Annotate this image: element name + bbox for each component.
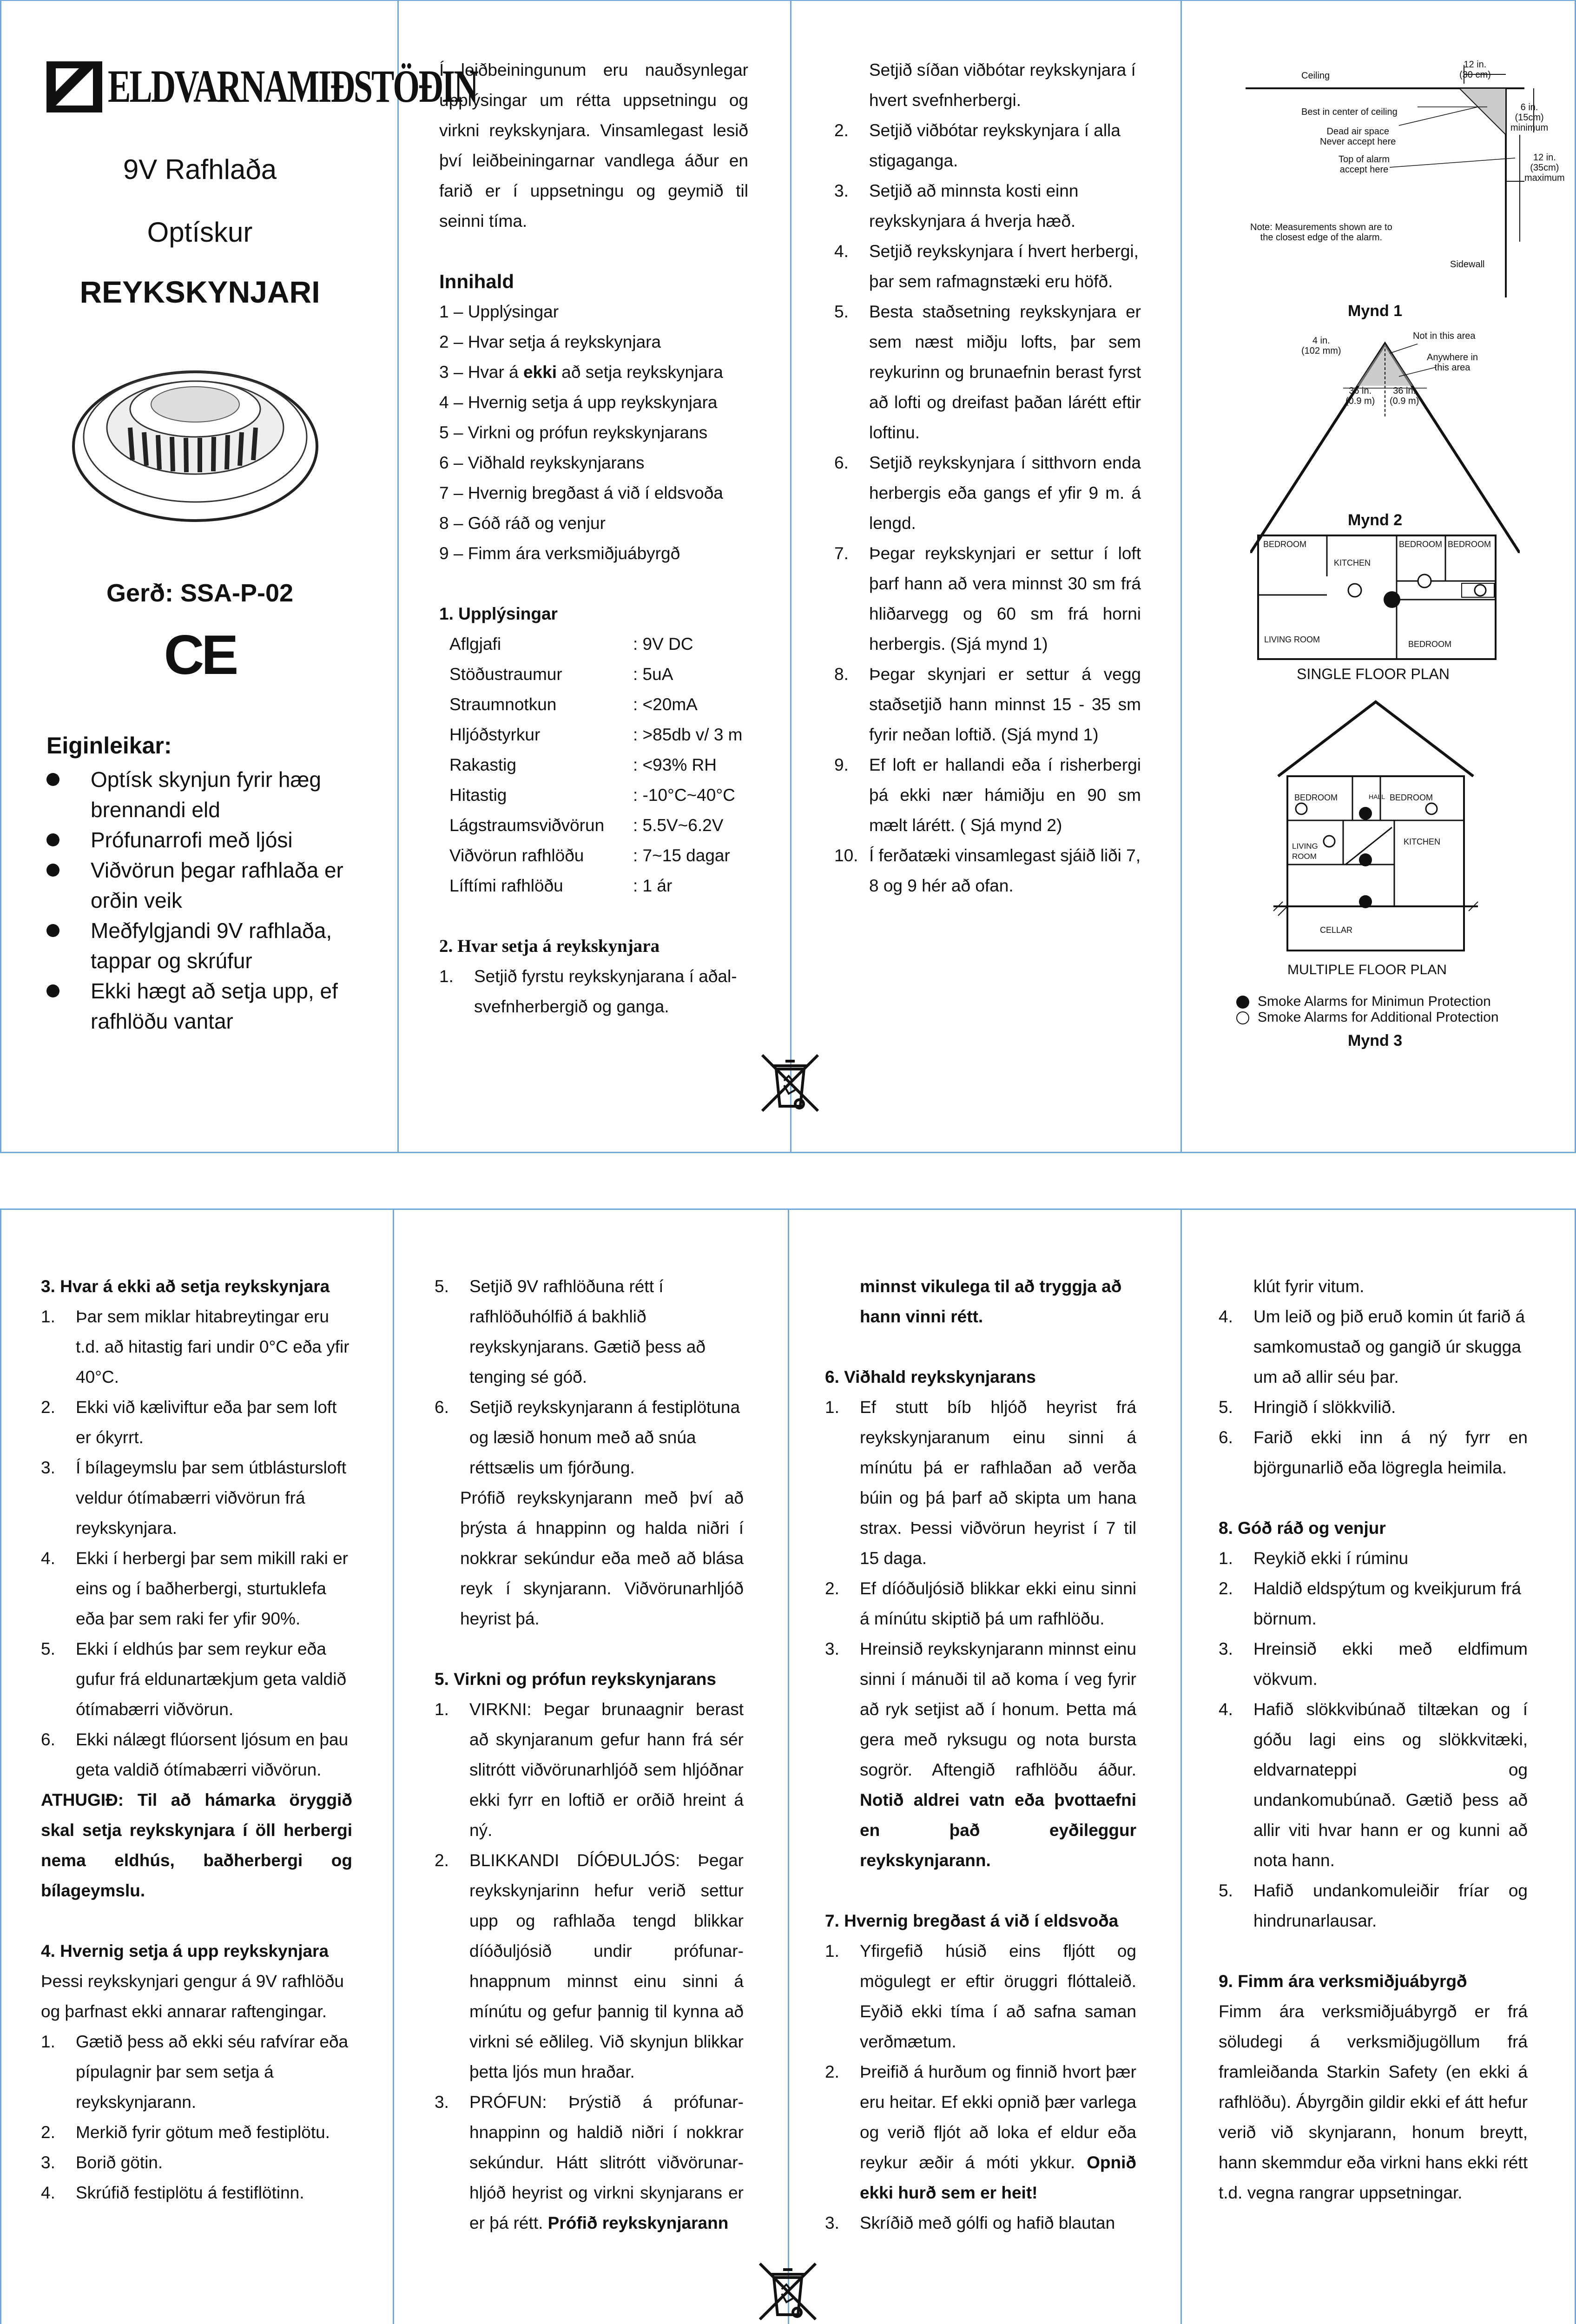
- contents-item: 2 – Hvar setja á reykskynjara: [439, 332, 661, 351]
- spec-title: 1. Upplýsingar: [439, 604, 558, 623]
- divider-6: [1180, 1208, 1182, 2324]
- list-item: 1. VIRKNI: Þegar brunaagnir berast að skynjaranum gefur hann frá sér slitrótt viðvörunarhljóð sem hljóðnar ekki fyrr en loftið er orðið hreint á ný.: [435, 1700, 744, 1840]
- list-item: 6. Ekki nálægt flúorsent ljósum en þau geta valdið ótímabærri viðvörun.: [41, 1730, 349, 1779]
- room-bedroom: BEDROOM: [1294, 793, 1338, 802]
- room-kitchen: KITCHEN: [1334, 558, 1371, 568]
- section-8-title: 8. Góð ráð og venjur: [1219, 1519, 1386, 1538]
- contents-item: 7 – Hvernig bregðast á við í eldsvoða: [439, 483, 723, 502]
- frame-left-1: [0, 0, 1, 1153]
- filled-dot-icon: [1236, 996, 1249, 1009]
- where-item: 1. Setjið fyrstu reykskynjarana í aðal-svefnherbergið og ganga.: [439, 967, 737, 1016]
- model-number: Gerð: SSA-P-02: [106, 579, 294, 607]
- legend-item: Smoke Alarms for Additional Protection: [1236, 1010, 1499, 1025]
- where-item: 10. Í ferðatæki vinsamlegast sjáið liði 7, 8 og 9 hér að ofan.: [834, 846, 1141, 895]
- panel-install: [435, 1271, 744, 2238]
- section-6-title: 6. Viðhald reykskynjarans: [825, 1367, 1036, 1386]
- spec-value: : 7~15 dagar: [633, 846, 730, 865]
- room-hall: HALL: [1369, 793, 1385, 800]
- label-6in: 6 in. (15cm) minimum: [1510, 102, 1549, 133]
- features-list: [46, 765, 372, 1037]
- figure-1-diagram: [1246, 56, 1543, 297]
- label-12in: 12 in. (30 cm): [1459, 59, 1491, 80]
- section-4-title: 4. Hvernig setja á upp reykskynjara: [41, 1941, 329, 1961]
- notice-text: ATHUGIÐ: Til að hámarka öryggið skal setja reykskynjara í öll herbergi nema eldhús, baðherbergi og bílageymslu.: [41, 1790, 352, 1900]
- list-item: 5. Hafið undankomuleiðir fríar og hindrunarlausar.: [1219, 1881, 1528, 1930]
- list-item: 3. Í bílageymslu þar sem útblástursloft veldur ótímabærri viðvörun frá reykskynjara.: [41, 1458, 346, 1538]
- multiple-floor-plan: [1264, 697, 1487, 957]
- list-item: 2. Ekki við kæliviftur eða þar sem loft er ókyrrt.: [41, 1398, 337, 1447]
- smoke-detector-illustration: [70, 344, 321, 532]
- spec-key: Lágstraumsviðvörun: [449, 816, 605, 835]
- multiple-floor-caption: MULTIPLE FLOOR PLAN: [1287, 962, 1447, 977]
- where-item: 4. Setjið reykskynjara í hvert herbergi, þar sem rafmagnstæki eru höfð.: [834, 242, 1139, 291]
- figure-3-label: Mynd 3: [1348, 1032, 1403, 1050]
- cover-line1: 9V Rafhlaða: [123, 154, 277, 185]
- list-item: 3. Borið götin.: [41, 2153, 163, 2172]
- label-36in-right: 36 in. (0.9 m): [1390, 386, 1419, 406]
- list-item: 4. Skrúfið festiplötu á festiflötinn.: [41, 2183, 304, 2202]
- smoke-detector-icon: [70, 344, 321, 530]
- contents-item: 3 – Hvar á ekki að setja reykskynjara: [439, 363, 723, 382]
- where-item: 3. Setjið að minnsta kosti einn reykskynjara á hverja hæð.: [834, 181, 1079, 231]
- label-4in: 4 in. (102 mm): [1301, 336, 1341, 356]
- crossed-bin-icon: [755, 1048, 825, 1118]
- where-item: 6. Setjið reykskynjara í sitthvorn enda herbergis eða gangs ef yfir 9 m. á lengd.: [834, 453, 1141, 533]
- spec-value: : 5.5V~6.2V: [633, 816, 724, 835]
- feature-item: Optísk skynjun fyrir hæg brennandi eld: [46, 765, 372, 825]
- bullet-icon: [46, 984, 59, 997]
- room-bedroom: BEDROOM: [1408, 640, 1452, 649]
- list-item: 3. Skríðið með gólfi og hafið blautan: [825, 2213, 1115, 2232]
- hollow-dot-icon: [1236, 1011, 1249, 1024]
- room-kitchen: KITCHEN: [1404, 837, 1441, 846]
- feature-item: Viðvörun þegar rafhlaða er orðin veik: [46, 855, 372, 916]
- spec-table: [439, 629, 748, 901]
- list-item: 5. Ekki í eldhús þar sem reykur eða gufur frá eldunartækjum geta valdið ótímabærri viðvörun.: [41, 1639, 347, 1719]
- list-item: 2. Þreifið á hurðum og finnið hvort þær eru heitar. Ef ekki opnið þær varlega og verið fljót að loka ef eldur eða reykur æðir á móti ykkur. Opnið ekki hurð sem er heit!: [825, 2062, 1136, 2202]
- divider-5: [788, 1208, 789, 2324]
- where-item-cont: Setjið síðan viðbótar reykskynjara í hvert svefnherbergi.: [869, 60, 1136, 110]
- list-item-cont: minnst vikulega til að tryggja að hann vinni rétt.: [860, 1277, 1122, 1326]
- contents-item: 8 – Góð ráð og venjur: [439, 514, 606, 533]
- spec-key: Hljóðstyrkur: [449, 725, 541, 744]
- feature-item: Prófunarrofi með ljósi: [46, 825, 372, 855]
- frame-fold-1: [0, 1152, 1576, 1153]
- list-item: 6. Setjið reykskynjarann á festiplötuna og læsið honum með að snúa réttsælis um fjórðung.: [435, 1398, 740, 1477]
- spec-value: : 1 ár: [633, 876, 673, 895]
- list-item: 2. Ef díóðuljósið blikkar ekki einu sinni á mínútu skiptið þá um rafhlöðu.: [825, 1579, 1136, 1628]
- divider-1: [397, 0, 399, 1153]
- label-top-alarm: Top of alarm accept here: [1339, 154, 1390, 175]
- label-12in-max: 12 in. (35cm) maximum: [1524, 152, 1565, 183]
- label-note: Note: Measurements shown are to the closest edge of the alarm.: [1250, 222, 1392, 243]
- panel-where-not: [41, 1271, 352, 2208]
- legend-item: Smoke Alarms for Minimun Protection: [1236, 994, 1499, 1010]
- bullet-icon: [46, 773, 59, 786]
- divider-3: [1180, 0, 1182, 1153]
- section-4-intro: Þessi reykskynjari gengur á 9V rafhlöðu og þarfnast ekki annarar raftengingar.: [41, 1972, 344, 2021]
- label-best: Best in center of ceiling: [1301, 107, 1398, 117]
- list-item: 3. PRÓFUN: Þrýstið á prófunar-hnappinn og haldið niðri í nokkrar sekúndur. Hátt slitrótt viðvörunar-hljóð heyrist og virkni skynjarans er er þá rétt. Prófið reykskynjarann: [435, 2093, 744, 2232]
- figures-panel: [1190, 46, 1571, 1050]
- divider-2: [790, 0, 791, 1153]
- list-item: 2. BLIKKANDI DÍÓÐULJÓS: Þegar reykskynjarinn hefur verið settur upp og rafhlaða tengd blikkar díóðuljósið undir prófunar-hnappnum minnst einu sinni á mínútu og gefur þannig til kynna að virkni sé eðlileg. Við skynjun blikkar þetta ljós mun hraðar.: [435, 1851, 744, 2081]
- spec-value: : >85db v/ 3 m: [633, 725, 743, 744]
- cover-product-title: REYKSKYNJARI: [79, 275, 320, 309]
- cover-line2: Optískur: [147, 217, 253, 248]
- ce-mark: CE: [164, 624, 236, 686]
- list-item: 4. Um leið og þið eruð komin út farið á samkomustað og gangið úr skugga um að allir séu þar.: [1219, 1307, 1525, 1386]
- spec-key: Straumnotkun: [449, 695, 557, 714]
- feature-item: Meðfylgjandi 9V rafhlaða, tappar og skrúfur: [46, 916, 372, 976]
- list-item: 3. Hreinsið ekki með eldfimum vökvum.: [1219, 1639, 1528, 1689]
- panel-where: [834, 55, 1141, 901]
- contents-item: 1 – Upplýsingar: [439, 302, 559, 321]
- panel-contents: [439, 55, 748, 1022]
- where-title: 2. Hvar setja á reykskynjara: [439, 936, 660, 956]
- list-item: 5. Setjið 9V rafhlöðuna rétt í rafhlöðuhólfið á bakhlið reykskynjarans. Gætið þess að tenging sé góð.: [435, 1277, 706, 1386]
- spec-value: : <93% RH: [633, 755, 717, 774]
- panel-tips-warranty: [1219, 1271, 1528, 2208]
- bullet-icon: [46, 864, 59, 877]
- room-bedroom: BEDROOM: [1399, 540, 1443, 549]
- list-item: 5. Hringið í slökkvilið.: [1219, 1398, 1396, 1417]
- spec-value: : 9V DC: [633, 634, 693, 654]
- brand-logo-icon: [46, 61, 102, 112]
- spec-key: Stöðustraumur: [449, 665, 562, 684]
- label-ceiling: Ceiling: [1301, 71, 1330, 81]
- where-item: 5. Besta staðsetning reykskynjara er sem næst miðju lofts, þar sem reykurinn og brunaefnin berast fyrst að lofti og dreifast þaðan lárétt eftir loftinu.: [834, 302, 1141, 442]
- room-bedroom: BEDROOM: [1448, 540, 1491, 549]
- features-title: Eiginleikar:: [46, 733, 172, 759]
- list-item: 6. Farið ekki inn á ný fyrr en björgunarlið eða lögregla heimila.: [1219, 1428, 1528, 1477]
- list-item: 3. Hreinsið reykskynjarann minnst einu sinni í mánuði til að koma í veg fyrir að ryk setjist að í honum. Þetta má gera með ryksugu og nota bursta sogrör. Aftengið rafhlöðu áður. Notið aldrei vatn eða þvottaefni en það eyðileggur reykskynjarann.: [825, 1639, 1136, 1870]
- where-item: 9. Ef loft er hallandi eða í risherbergi þá ekki nær hámiðju en 90 sm mælt lárétt. ( Sjá mynd 2): [834, 755, 1141, 835]
- panel-maintenance: [825, 1271, 1136, 2238]
- weee-bin-icon: [755, 1048, 825, 1120]
- bullet-icon: [46, 924, 59, 937]
- divider-4: [393, 1208, 394, 2324]
- room-bedroom: BEDROOM: [1390, 793, 1433, 802]
- feature-item: Ekki hægt að setja upp, ef rafhlöðu vantar: [46, 976, 372, 1037]
- room-cellar: CELLAR: [1320, 925, 1353, 935]
- single-floor-caption: SINGLE FLOOR PLAN: [1297, 666, 1450, 682]
- room-living: LIVING ROOM: [1264, 635, 1320, 644]
- list-item: 1. Gætið þess að ekki séu rafvírar eða pípulagnir þar sem setja á reykskynjarann.: [41, 2032, 349, 2112]
- intro-paragraph: Í leiðbeiningunum eru nauðsynlegar upplýsingar um rétta uppsetningu og virkni reykskynjara. Vinsamlegast lesið því leiðbeiningarnar vandlega áður en farið er í uppsetningu og geymið til seinni tíma.: [439, 60, 748, 231]
- list-item: 1. Ef stutt bíb hljóð heyrist frá reykskynjaranum einu sinni á mínútu þá er rafhlaðan að verða búin og þá þarf að skipta um hana strax. Þessi viðvörun heyrist í 7 til 15 daga.: [825, 1398, 1136, 1568]
- spec-value: : -10°C~40°C: [633, 786, 735, 805]
- section-5-title: 5. Virkni og prófun reykskynjarans: [435, 1670, 716, 1689]
- room-bedroom: BEDROOM: [1263, 540, 1307, 549]
- weee-bin-icon-bottom: [753, 2257, 823, 2324]
- list-item-cont: klút fyrir vitum.: [1253, 1277, 1365, 1296]
- label-anywhere: Anywhere in this area: [1427, 352, 1478, 373]
- contents-title: Innihald: [439, 271, 514, 292]
- contents-item: 6 – Viðhald reykskynjarans: [439, 453, 645, 472]
- list-item: 1. Yfirgefið húsið eins fljótt og mögulegt er eftir öruggri flóttaleið. Eyðið ekki tíma í að safna saman verðmætum.: [825, 1941, 1136, 2051]
- spec-key: Aflgjafi: [449, 634, 501, 654]
- section-7-title: 7. Hvernig bregðast á við í eldsvoða: [825, 1911, 1119, 1930]
- room-living: LIVING ROOM: [1292, 842, 1318, 861]
- contents-list: [439, 297, 748, 568]
- figure-2-label: Mynd 2: [1348, 511, 1403, 529]
- section-3-title: 3. Hvar á ekki að setja reykskynjara: [41, 1277, 330, 1296]
- spec-value: : <20mA: [633, 695, 698, 714]
- list-item: 4. Hafið slökkvibúnað tiltækan og í góðu lagi eins og slökkvitæki, eldvarnateppi og undankomubúnað. Gætið þess að allir viti hvar hann er og kunni að nota hann.: [1219, 1700, 1528, 1870]
- label-not-area: Not in this area: [1413, 331, 1476, 341]
- contents-item: 5 – Virkni og prófun reykskynjarans: [439, 423, 708, 442]
- label-dead-air: Dead air space Never accept here: [1320, 126, 1396, 147]
- figure-1-label: Mynd 1: [1348, 302, 1403, 320]
- list-item: 1. Reykið ekki í rúminu: [1219, 1549, 1409, 1568]
- spec-value: : 5uA: [633, 665, 673, 684]
- crossed-bin-icon: [753, 2257, 823, 2324]
- list-item: 2. Merkið fyrir götum með festiplötu.: [41, 2123, 330, 2142]
- spec-key: Rakastig: [449, 755, 516, 774]
- list-item: 1. Þar sem miklar hitabreytingar eru t.d. að hitastig fari undir 0°C eða yfir 40°C.: [41, 1307, 349, 1386]
- where-item: 8. Þegar skynjari er settur á vegg staðsetjið hann minnst 15 - 35 sm fyrir neðan loftið. (Sjá mynd 1): [834, 665, 1141, 744]
- where-item: 7. Þegar reykskynjari er settur í loft þarf hann að vera minnst 30 sm frá hliðarvegg og 60 sm frá horni herbergis. (Sjá mynd 1): [834, 544, 1141, 654]
- label-36in-left: 36 in. (0.9 m): [1345, 386, 1375, 406]
- where-item: 2. Setjið viðbótar reykskynjara í alla stigaganga.: [834, 121, 1121, 170]
- bullet-icon: [46, 833, 59, 846]
- contents-item: 9 – Fimm ára verksmiðjuábyrgð: [439, 544, 680, 563]
- warranty-paragraph: Fimm ára verksmiðjuábyrgð er frá söludegi á verksmiðjugöllum frá framleiðanda Starkin Safety (en ekki á rafhlöðu). Ábyrgðin gildir ekki ef átt hefur verið við skynjarann, honum breytt, hann skemmdur eða virkni hans ekki rétt t.d. vegna rangrar uppsetningar.: [1219, 2002, 1528, 2202]
- section-9-title: 9. Fimm ára verksmiðjuábyrgð: [1219, 1972, 1467, 1991]
- frame-left-2: [0, 1208, 1, 2324]
- legend: [1236, 994, 1499, 1025]
- label-sidewall: Sidewall: [1450, 259, 1485, 270]
- list-item: 4. Ekki í herbergi þar sem mikill raki er eins og í baðherbergi, sturtuklefa eða þar sem raki fer yfir 90%.: [41, 1549, 348, 1628]
- frame-top: [0, 0, 1576, 1]
- spec-key: Viðvörun rafhlöðu: [449, 846, 584, 865]
- brand-name: ELDVARNAMIÐSTÖÐIN: [108, 61, 477, 113]
- brand-logo: [46, 61, 102, 115]
- list-item: 2. Haldið eldspýtum og kveikjurum frá börnum.: [1219, 1579, 1521, 1628]
- spec-key: Líftími rafhlöðu: [449, 876, 563, 895]
- spec-key: Hitastig: [449, 786, 507, 805]
- test-paragraph: Prófið reykskynjarann með því að þrýsta á hnappinn og halda niðri í nokkrar sekúndur eða með að blása reyk í skynjarann. Viðvörunarhljóð heyrist þá.: [460, 1488, 744, 1628]
- contents-item: 4 – Hvernig setja á upp reykskynjara: [439, 393, 718, 412]
